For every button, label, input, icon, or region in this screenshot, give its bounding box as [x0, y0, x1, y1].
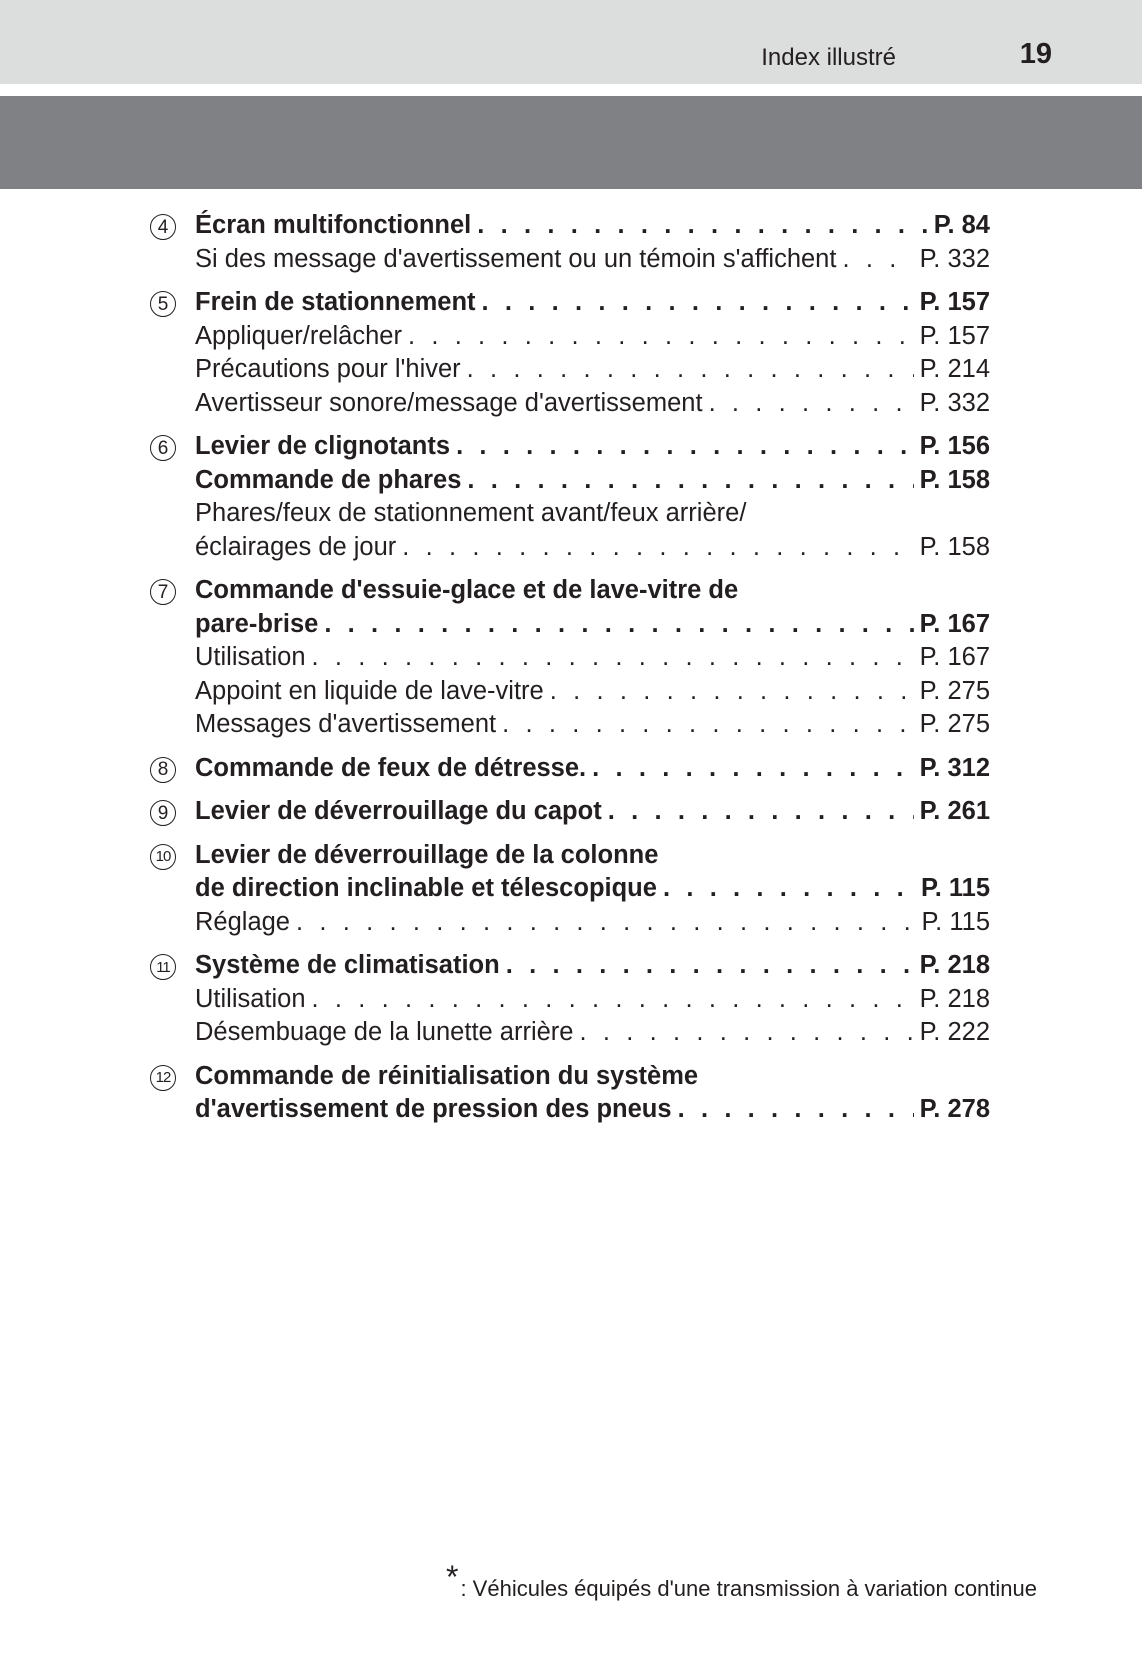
- page-reference[interactable]: P. 158: [919, 532, 990, 561]
- dot-leader: [408, 320, 914, 354]
- entry-text: Messages d'avertissement: [195, 710, 497, 738]
- entry-heading-line: [195, 574, 990, 608]
- entry-heading-line: [195, 1093, 990, 1127]
- entry-text: Précautions pour l'hiver: [195, 355, 461, 383]
- entry-text: d'avertissement de pression des pneus: [195, 1095, 672, 1123]
- dot-leader: [402, 531, 913, 565]
- page-reference[interactable]: P. 218: [919, 951, 990, 979]
- entry-subitem-line: [195, 1016, 990, 1050]
- entry-subitem-line: [195, 243, 990, 277]
- dot-leader: [467, 464, 913, 498]
- gray-banner: [0, 96, 1142, 189]
- entry-heading-line: [195, 795, 990, 829]
- entry-heading-line: [195, 430, 990, 464]
- entry-subitem-line: [195, 320, 990, 354]
- header-band: [0, 0, 1142, 84]
- entry-subitem-line: [195, 497, 990, 531]
- page-reference[interactable]: P. 115: [921, 907, 990, 936]
- entry-number-badge: 6: [150, 435, 176, 461]
- entry-text: Réglage: [195, 907, 290, 936]
- index-entry: [150, 752, 990, 786]
- dot-leader: [678, 1093, 914, 1127]
- dot-leader: [579, 1016, 913, 1050]
- section-title: Index illustré: [761, 44, 896, 71]
- entry-heading-line: [195, 872, 990, 906]
- page-reference[interactable]: P. 156: [919, 432, 990, 460]
- footnote-symbol: *: [446, 1559, 459, 1595]
- dot-leader: [506, 949, 914, 983]
- dot-leader: [842, 243, 913, 277]
- entry-heading-line: [195, 209, 990, 243]
- entry-text: Appliquer/relâcher: [195, 321, 402, 350]
- index-entry: [150, 839, 990, 940]
- dot-leader: [502, 708, 913, 742]
- entry-subitem-line: [195, 708, 990, 742]
- entry-heading-line: [195, 286, 990, 320]
- entry-text: éclairages de jour: [195, 532, 397, 561]
- dot-leader: [550, 675, 914, 709]
- page-reference[interactable]: P. 261: [919, 797, 990, 825]
- page-reference[interactable]: P. 167: [919, 609, 990, 638]
- entry-text: Avertisseur sonore/message d'avertissement: [195, 388, 703, 417]
- footnote: [446, 1559, 1037, 1602]
- dot-leader: [467, 353, 914, 387]
- entry-text: Levier de déverrouillage du capot: [195, 797, 602, 825]
- footnote-text: : Véhicules équipés d'une transmission à variation continue: [460, 1576, 1037, 1601]
- entry-text: Phares/feux de stationnement avant/feux arrière/: [195, 499, 747, 527]
- entry-subitem-line: [195, 531, 990, 565]
- entry-text: Levier de déverrouillage de la colonne: [195, 840, 659, 869]
- entry-number-badge: 12: [150, 1065, 176, 1091]
- entry-text: Commande d'essuie-glace et de lave-vitre de: [195, 576, 739, 604]
- page-reference[interactable]: P. 157: [919, 321, 990, 350]
- page-reference[interactable]: P. 275: [919, 710, 990, 738]
- index-entry: [150, 286, 990, 420]
- dot-leader: [296, 906, 915, 940]
- page-number: 19: [1019, 38, 1052, 70]
- entry-heading-line: [195, 608, 990, 642]
- entry-text: Commande de réinitialisation du système: [195, 1061, 699, 1090]
- entry-subitem-line: [195, 675, 990, 709]
- dot-leader: [477, 209, 927, 243]
- entry-number-badge: 9: [150, 800, 176, 826]
- entry-text: Utilisation: [195, 984, 306, 1013]
- page-reference[interactable]: P. 332: [919, 244, 990, 273]
- entry-number-badge: 7: [150, 579, 176, 605]
- entry-text: Commande de feux de détresse.: [195, 753, 587, 782]
- page-reference[interactable]: P. 214: [919, 355, 990, 383]
- dot-leader: [312, 983, 914, 1017]
- index-entries: [150, 209, 990, 1137]
- entry-text: Frein de stationnement: [195, 288, 476, 316]
- dot-leader: [482, 286, 914, 320]
- index-entry: [150, 430, 990, 564]
- entry-subitem-line: [195, 906, 990, 940]
- index-entry: [150, 949, 990, 1050]
- entry-subitem-line: [195, 387, 990, 421]
- entry-subitem-line: [195, 353, 990, 387]
- dot-leader: [608, 795, 914, 829]
- page-reference[interactable]: P. 157: [919, 288, 990, 316]
- dot-leader: [324, 608, 913, 642]
- entry-text: Commande de phares: [195, 465, 462, 494]
- page-reference[interactable]: P. 84: [933, 211, 990, 239]
- entry-text: de direction inclinable et télescopique: [195, 874, 657, 902]
- entry-subitem-line: [195, 641, 990, 675]
- entry-number-badge: 10: [150, 844, 176, 870]
- entry-heading-line: [195, 752, 990, 786]
- page-reference[interactable]: P. 275: [919, 676, 990, 705]
- entry-number-badge: 11: [150, 954, 176, 980]
- page-reference[interactable]: P. 167: [919, 643, 990, 671]
- entry-number-badge: 5: [150, 291, 176, 317]
- entry-number-badge: 4: [150, 214, 176, 240]
- index-entry: [150, 209, 990, 276]
- dot-leader: [456, 430, 914, 464]
- entry-text: Appoint en liquide de lave-vitre: [195, 676, 544, 705]
- page-reference[interactable]: P. 222: [919, 1018, 990, 1046]
- page-reference[interactable]: P. 278: [919, 1095, 990, 1123]
- entry-subitem-line: [195, 983, 990, 1017]
- page-reference[interactable]: P. 312: [919, 753, 990, 782]
- entry-number-badge: 8: [150, 757, 176, 783]
- dot-leader: [663, 872, 915, 906]
- dot-leader: [592, 752, 913, 786]
- dot-leader: [709, 387, 914, 421]
- entry-text: Écran multifonctionnel: [195, 211, 472, 239]
- entry-text: Désembuage de la lunette arrière: [195, 1018, 574, 1046]
- page-reference[interactable]: P. 115: [920, 874, 990, 902]
- page-reference[interactable]: P. 218: [919, 984, 990, 1013]
- entry-text: Système de climatisation: [195, 951, 500, 979]
- index-entry: [150, 1060, 990, 1127]
- entry-text: Levier de clignotants: [195, 432, 451, 460]
- page-reference[interactable]: P. 332: [919, 388, 990, 417]
- dot-leader: [312, 641, 914, 675]
- index-entry: [150, 574, 990, 742]
- entry-heading-line: [195, 1060, 990, 1094]
- entry-text: Si des message d'avertissement ou un témoin s'affichent: [195, 244, 837, 273]
- entry-text: Utilisation: [195, 643, 306, 671]
- page-reference[interactable]: P. 158: [919, 465, 990, 494]
- entry-text: pare-brise: [195, 609, 319, 638]
- index-entry: [150, 795, 990, 829]
- entry-heading-line: [195, 949, 990, 983]
- entry-heading-line: [195, 839, 990, 873]
- entry-heading-line: [195, 464, 990, 498]
